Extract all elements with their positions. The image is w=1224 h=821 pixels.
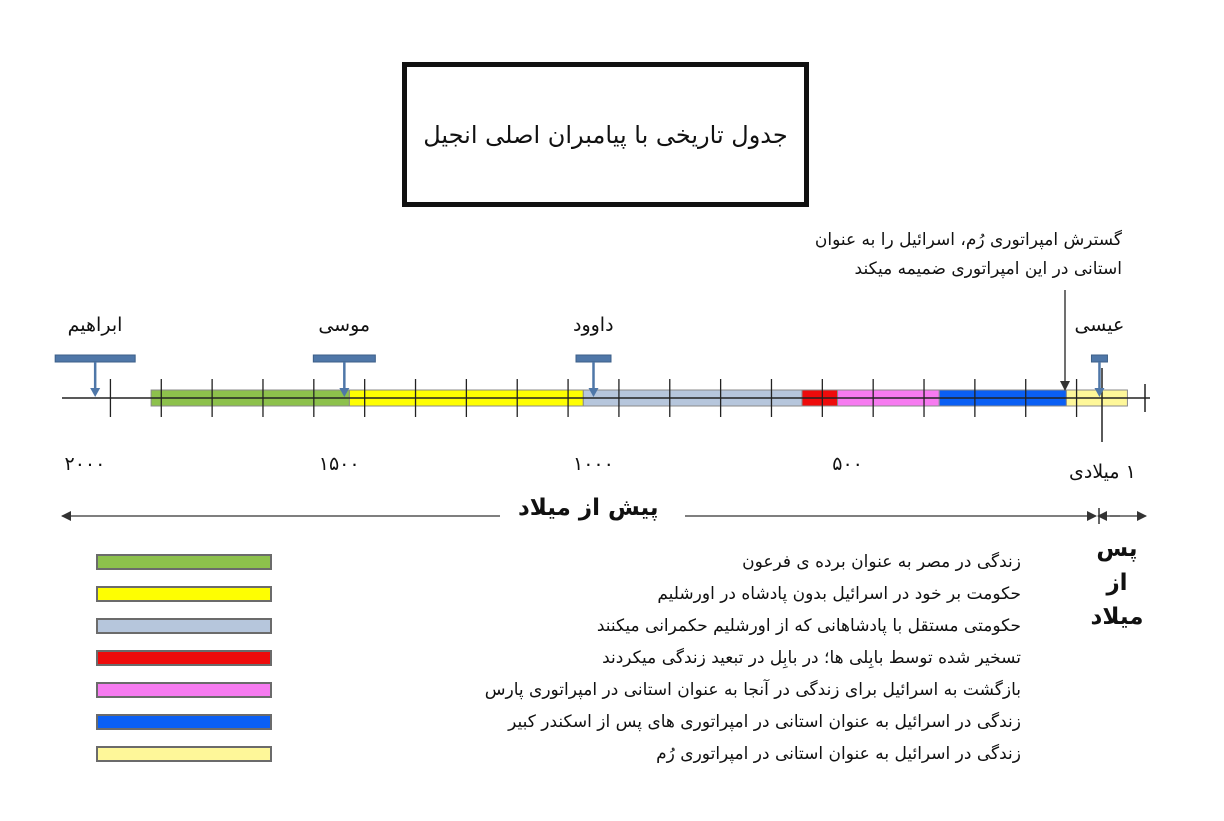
prophet-label-1: ابراهیم bbox=[67, 314, 123, 336]
tick-label: ۲۰۰۰ bbox=[64, 453, 106, 475]
legend-swatch bbox=[96, 746, 272, 762]
tick-label: ۵۰۰ bbox=[832, 453, 863, 475]
legend-swatch bbox=[96, 650, 272, 666]
prophet-marker-1 bbox=[55, 355, 135, 397]
era-label-ad: پس از میلاد bbox=[1090, 536, 1144, 630]
legend-swatch bbox=[96, 586, 272, 602]
era-label-bc: پیش از میلاد bbox=[508, 495, 669, 521]
legend-label: حکومت بر خود در اسرائیل بدون پادشاه در اورشلیم bbox=[657, 584, 1021, 604]
tick-label: ۱۰۰۰ bbox=[573, 453, 614, 475]
prophet-label-2: موسی bbox=[318, 314, 371, 336]
legend-label: زندگی در اسرائیل به عنوان استانی در امپراتوری رُم bbox=[656, 744, 1021, 764]
legend-item bbox=[96, 612, 1021, 644]
legend-label: زندگی در مصر به عنوان برده ی فرعون bbox=[742, 552, 1021, 572]
legend-label: تسخیر شده توسط بابِلی ها؛ در بابِل در تبعید زندگی میکردند bbox=[602, 648, 1021, 668]
legend-swatch bbox=[96, 554, 272, 570]
legend-item bbox=[96, 740, 1021, 772]
legend-label: بازگشت به اسرائیل برای زندگی در آنجا به عنوان استانی در امپراتوری پارس bbox=[484, 680, 1021, 700]
legend-label: حکومتی مستقل با پادشاهانی که از اورشلیم حکمرانی میکنند bbox=[596, 616, 1021, 636]
prophet-label-3: داوود bbox=[573, 314, 614, 336]
legend-swatch bbox=[96, 682, 272, 698]
legend-swatch bbox=[96, 714, 272, 730]
tick-label: ۱۵۰۰ bbox=[318, 453, 360, 475]
legend-item bbox=[96, 708, 1021, 740]
legend-item bbox=[96, 580, 1021, 612]
prophet-label-4: عیسی bbox=[1074, 314, 1125, 336]
roman-annotation: گسترش امپراتوری رُم، اسرائیل را به عنوان استانی در این امپراتوری ضمیمه میکند bbox=[814, 230, 1122, 279]
page-title: جدول تاریخی با پیامبران اصلی انجیل bbox=[423, 120, 788, 149]
tick-label: ۱ میلادی bbox=[1069, 461, 1136, 483]
legend-swatch bbox=[96, 618, 272, 634]
legend-item bbox=[96, 548, 1021, 580]
legend-item bbox=[96, 676, 1021, 708]
legend-label: زندگی در اسرائیل به عنوان استانی در امپراتوری های پس از اسکندر کبیر bbox=[508, 712, 1021, 732]
legend-item bbox=[96, 644, 1021, 676]
legend bbox=[96, 548, 1021, 788]
